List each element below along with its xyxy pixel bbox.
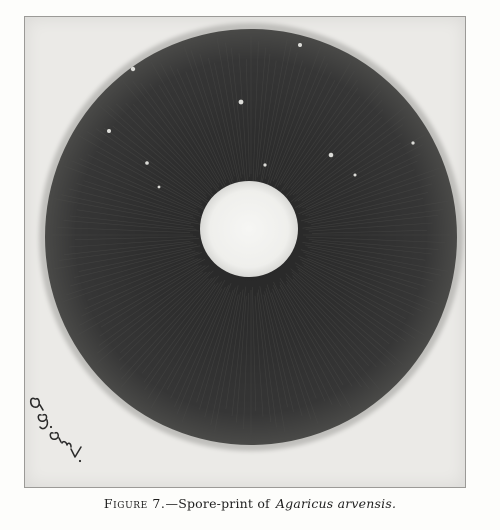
figure-caption	[0, 496, 500, 511]
figure-plate	[24, 16, 466, 488]
handwritten-annotation	[27, 385, 97, 475]
figure-label: Figure 7.	[103, 496, 166, 511]
caption-text: —Spore-print of	[165, 496, 270, 511]
species-name: Agaricus arvensis.	[275, 496, 397, 511]
stem-center	[200, 181, 298, 277]
